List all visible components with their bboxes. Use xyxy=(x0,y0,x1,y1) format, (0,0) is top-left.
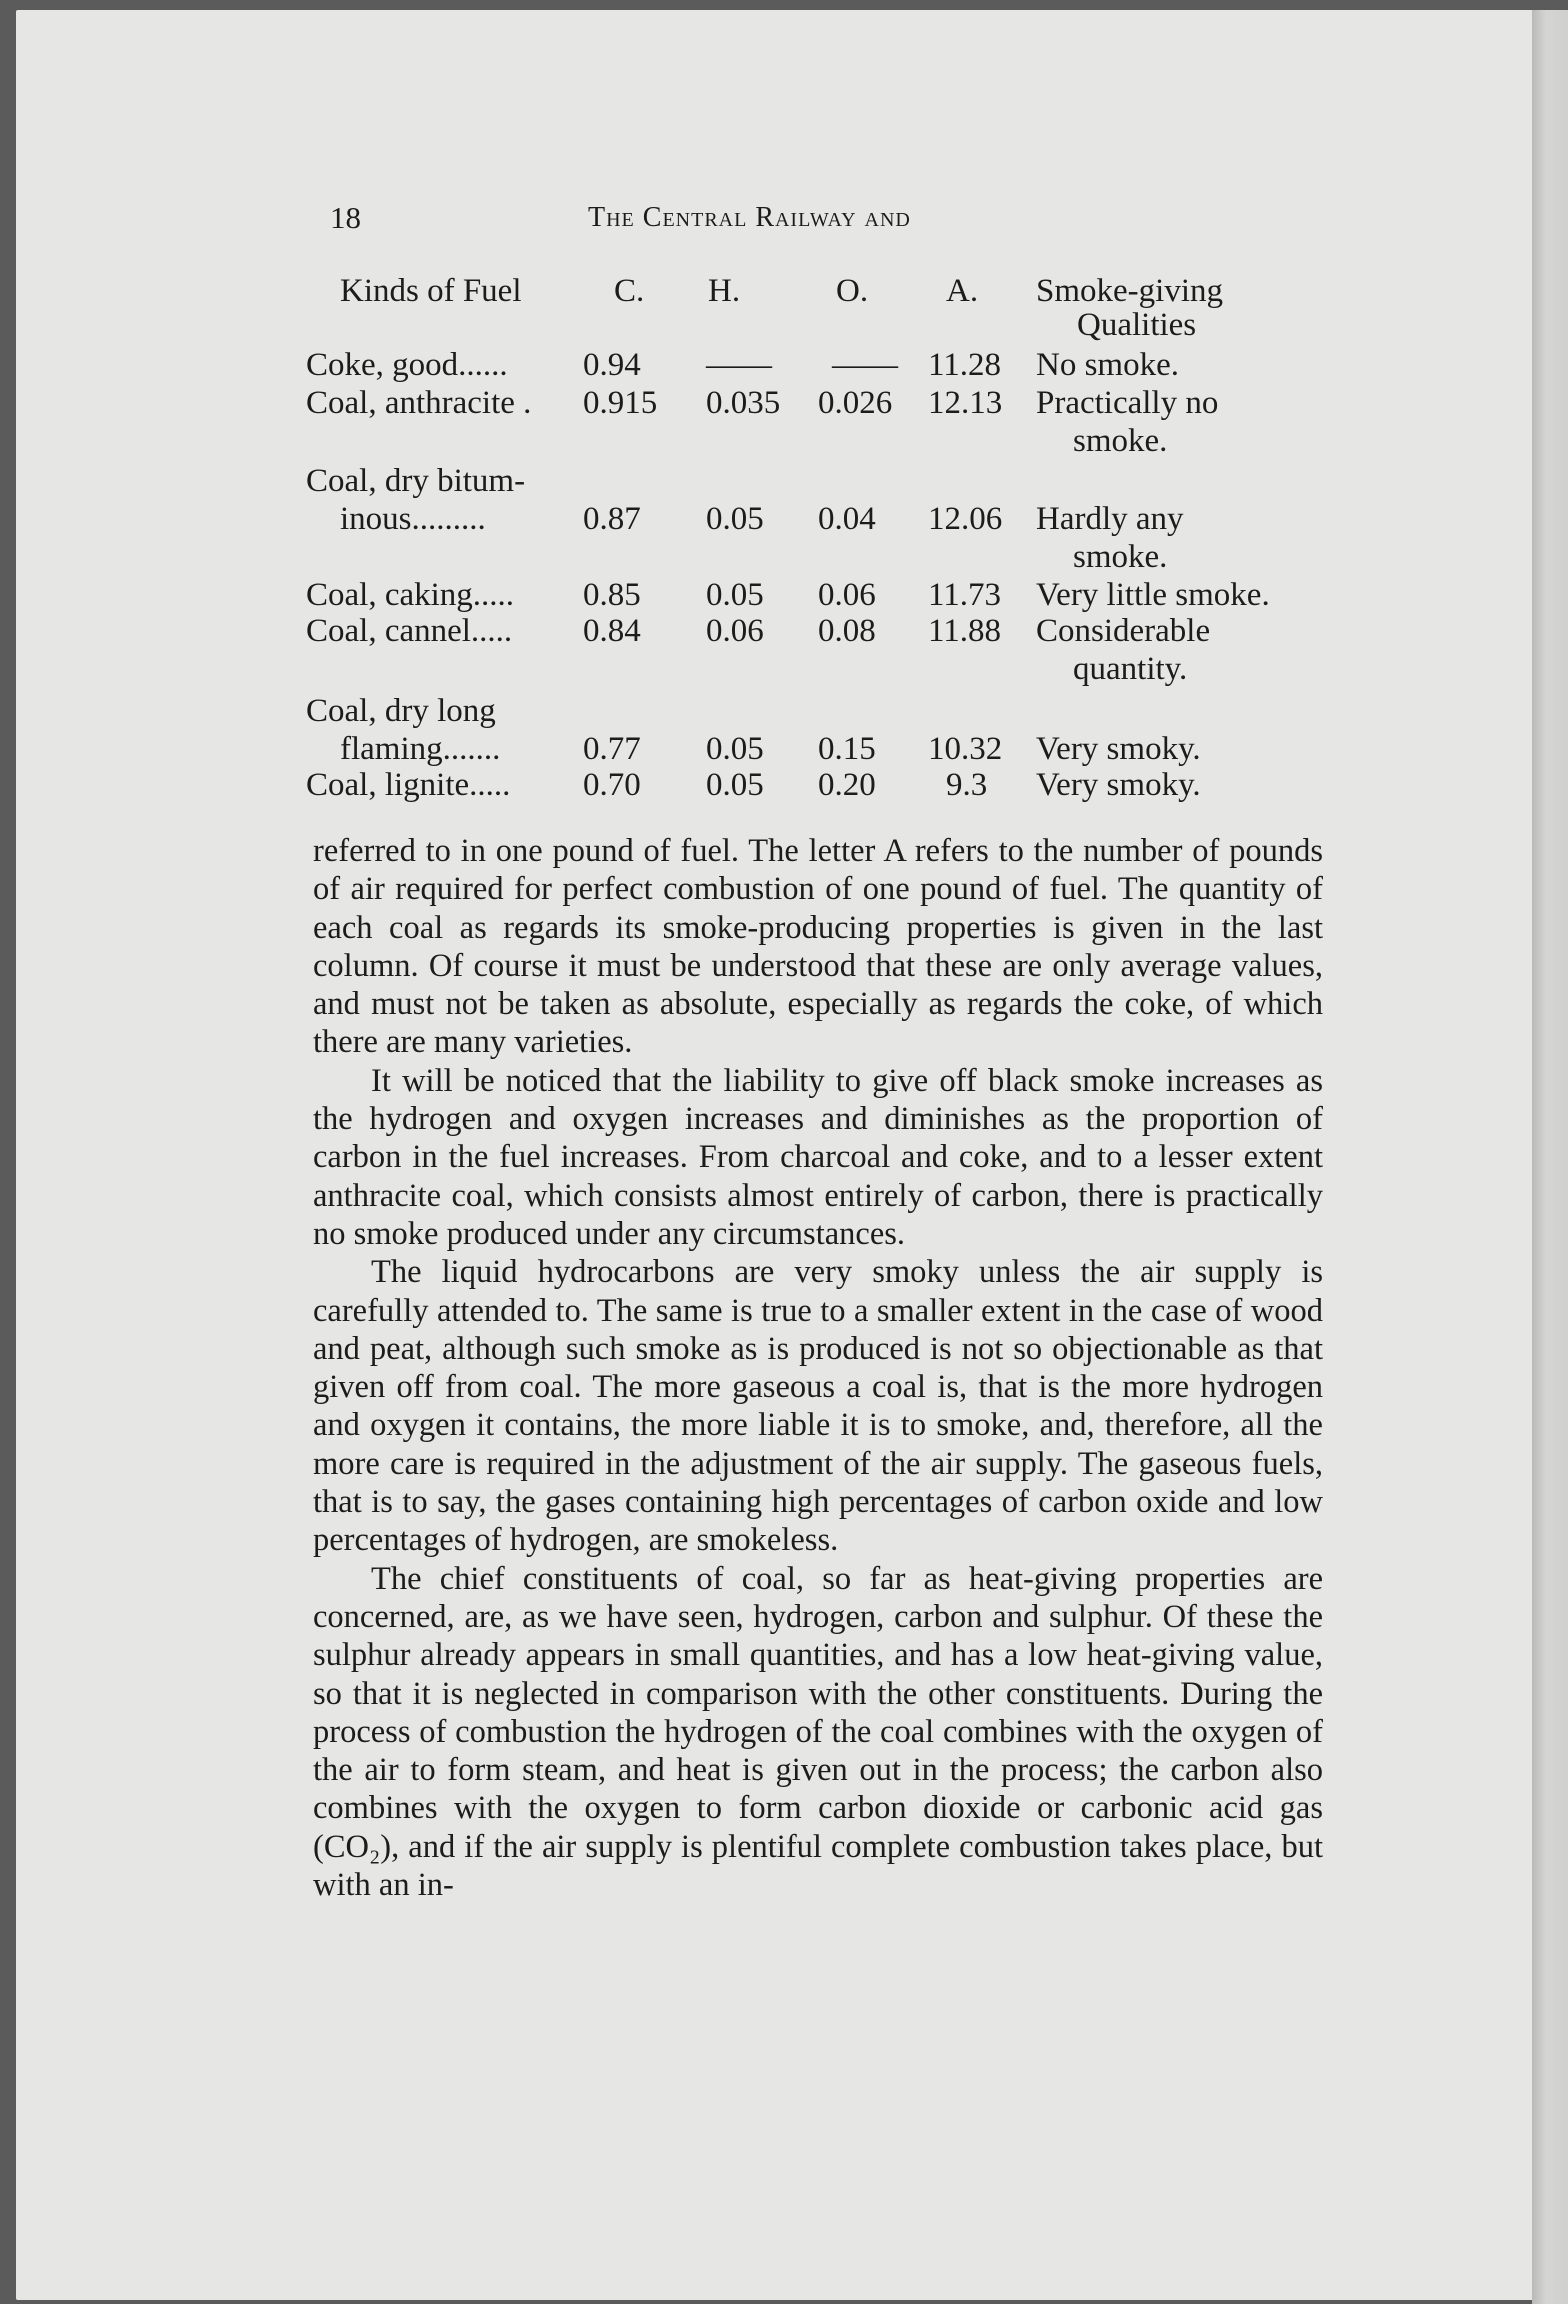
table-cell-smoke: Hardly any xyxy=(1036,501,1184,537)
table-cell-kind: Coal, anthracite . xyxy=(306,385,532,421)
table-cell-h: 0.05 xyxy=(706,767,764,803)
table-cell-smoke: Very smoky. xyxy=(1036,731,1201,767)
paragraph: The chief constituents of coal, so far as heat-giving properties are concerned, are, as we have seen, hydrogen, carbon and sulphur. Of these the sulphur already appears in small quantities, and has a low heat-giving value, so that it is neglected in comparison with the other constituents. During the process of combustion the hydrogen of the coal combines with the oxygen of the air to form steam, and heat is given out in the process; the carbon also combines with the oxygen to form carbon dioxide or carbonic acid gas (CO₂), and if the air supply is plentiful complete combustion takes place, but with an in- xyxy=(313,1560,1323,1904)
table-cell-smoke: Considerable xyxy=(1036,613,1211,649)
column-header-smoke: Smoke-giving xyxy=(1036,273,1223,309)
table-cell-o: 0.026 xyxy=(818,385,893,421)
table-cell-kind: Coal, cannel..... xyxy=(306,613,513,649)
table-cell-o: 0.15 xyxy=(818,731,876,767)
table-cell-kind: Coal, lignite..... xyxy=(306,767,511,803)
paragraph: It will be noticed that the liability to give off black smoke increases as the hydrogen and oxygen increases and diminishes as the proportion of carbon in the fuel increases. From charcoal and coke, and to a lesser extent anthracite coal, which consists almost entirely of carbon, there is practically no smoke produced under any circumstances. xyxy=(313,1062,1323,1252)
page-number: 18 xyxy=(330,200,361,235)
table-cell-o: 0.06 xyxy=(818,577,876,613)
table-cell-h: 0.05 xyxy=(706,501,764,537)
table-cell-smoke: Very little smoke. xyxy=(1036,577,1270,613)
table-cell-c: 0.94 xyxy=(583,347,641,383)
table-cell-a: 11.73 xyxy=(928,577,1002,613)
table-cell-a: 12.13 xyxy=(928,385,1003,421)
table-cell-kind: Coal, dry long xyxy=(306,693,496,729)
table-cell-smoke: Practically no xyxy=(1036,385,1219,421)
body-text xyxy=(313,832,1323,1904)
column-header-o: O. xyxy=(836,273,869,309)
table-cell-c: 0.85 xyxy=(583,577,641,613)
table-cell-h: 0.035 xyxy=(706,385,781,421)
table-cell-smoke: No smoke. xyxy=(1036,347,1179,383)
table-cell-o: 0.08 xyxy=(818,613,876,649)
table-cell-c: 0.84 xyxy=(583,613,641,649)
table-cell-kind-line2: inous......... xyxy=(340,501,486,537)
table-cell-kind: Coal, dry bitum- xyxy=(306,463,526,499)
paragraph: The liquid hydrocarbons are very smoky unless the air supply is carefully attended to. The same is true to a smaller extent in the case of wood and peat, although such smoke as is produced is not so objectionable as that given off from coal. The more gaseous a coal is, that is the more hydrogen and oxygen it contains, the more liable it is to smoke, and, therefore, all the more care is required in the adjustment of the air supply. The gaseous fuels, that is to say, the gases containing high percentages of carbon oxide and low percentages of hydrogen, are smokeless. xyxy=(313,1254,1323,1559)
table-cell-kind: Coke, good...... xyxy=(306,347,508,383)
running-title: The Central Railway and xyxy=(588,202,911,233)
column-header-c: C. xyxy=(614,273,645,309)
column-header-kind: Kinds of Fuel xyxy=(340,273,522,309)
table-cell-a: 11.88 xyxy=(928,613,1002,649)
table-cell-a: 10.32 xyxy=(928,731,1003,767)
table-cell-c: 0.87 xyxy=(583,501,641,537)
table-cell-kind-line2: flaming....... xyxy=(340,731,501,767)
table-cell-h: —— xyxy=(706,347,772,383)
table-cell-c: 0.915 xyxy=(583,385,658,421)
column-header-h: H. xyxy=(708,273,741,309)
table-cell-smoke: Very smoky. xyxy=(1036,767,1201,803)
table-cell-kind: Coal, caking..... xyxy=(306,577,515,613)
paragraph: referred to in one pound of fuel. The letter A refers to the number of pounds of air required for perfect combustion of one pound of fuel. The quantity of each coal as regards its smoke-producing properties is given in the last column. Of course it must be understood that these are only average values, and must not be taken as absolute, especially as regards the coke, of which there are many varieties. xyxy=(313,833,1323,1061)
table-cell-c: 0.70 xyxy=(583,767,641,803)
table-cell-o: 0.04 xyxy=(818,501,876,537)
table-cell-a: 11.28 xyxy=(928,347,1002,383)
column-header-smoke-line2: Qualities xyxy=(1077,307,1197,343)
table-cell-a: 9.3 xyxy=(946,767,988,803)
table-cell-o: 0.20 xyxy=(818,767,876,803)
table-cell-h: 0.06 xyxy=(706,613,764,649)
table-cell-c: 0.77 xyxy=(583,731,641,767)
table-cell-a: 12.06 xyxy=(928,501,1003,537)
table-cell-smoke-line2: quantity. xyxy=(1073,651,1188,687)
table-cell-smoke-line2: smoke. xyxy=(1073,423,1168,459)
table-cell-smoke-line2: smoke. xyxy=(1073,539,1168,575)
table-cell-o: —— xyxy=(832,347,898,383)
column-header-a: A. xyxy=(946,273,979,309)
fuel-table xyxy=(0,0,1568,820)
table-cell-h: 0.05 xyxy=(706,577,764,613)
table-cell-h: 0.05 xyxy=(706,731,764,767)
